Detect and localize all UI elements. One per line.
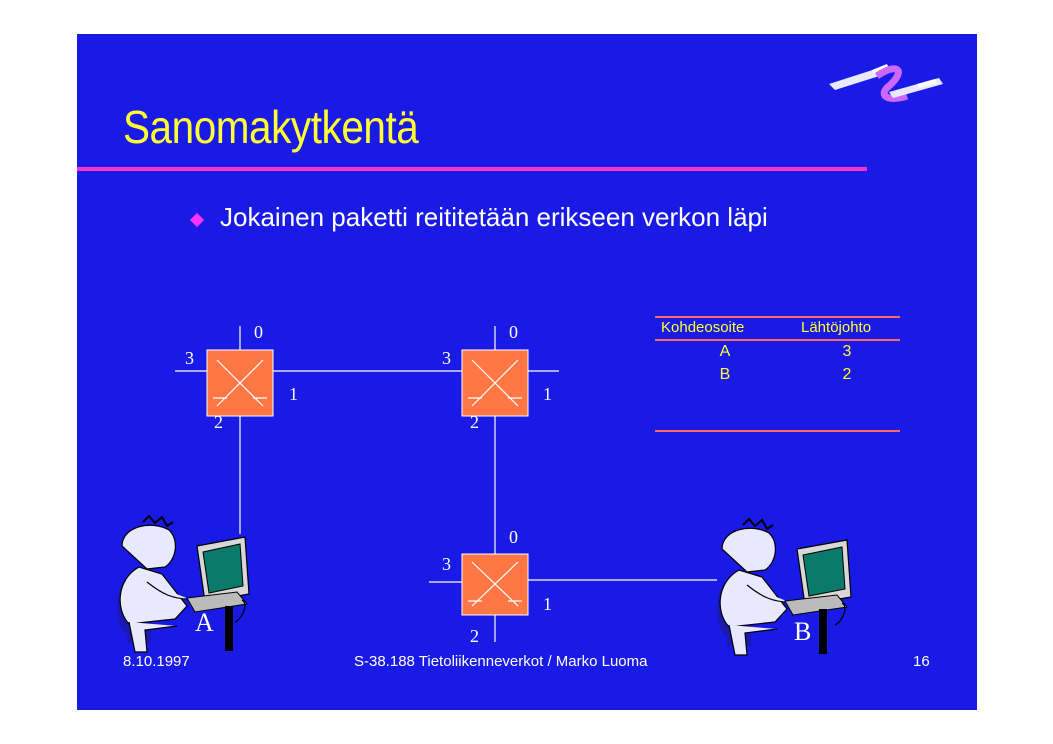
host-label-a: A [195, 608, 214, 637]
footer-page-number: 16 [913, 653, 930, 670]
table-cell: 3 [842, 343, 852, 360]
logo-icon [829, 64, 943, 98]
port-label: 1 [289, 384, 298, 404]
port-label: 0 [509, 322, 518, 342]
bullet-text: Jokainen paketti reititetään erikseen verkon läpi [220, 202, 768, 232]
port-label: 3 [442, 554, 451, 574]
person-at-computer-icon [117, 516, 249, 652]
switch-icon [462, 554, 528, 615]
switch-icon [207, 350, 273, 416]
port-label: 0 [509, 527, 518, 547]
port-label: 2 [470, 412, 479, 432]
table-cell: B [719, 366, 731, 383]
table-cell: 2 [842, 366, 852, 383]
table-header-destination: Kohdeosoite [661, 319, 745, 336]
person-at-computer-icon [717, 519, 851, 655]
host-label-b: B [794, 617, 812, 646]
port-label: 1 [543, 594, 552, 614]
title-divider [77, 167, 867, 171]
table-rule-top [655, 316, 900, 318]
port-label: 2 [214, 412, 223, 432]
port-label: 3 [185, 348, 194, 368]
port-label: 3 [442, 348, 451, 368]
footer-course: S-38.188 Tietoliikenneverkot / Marko Luoma [354, 653, 648, 670]
port-label: 0 [254, 322, 263, 342]
table-header-output-line: Lähtöjohto [801, 319, 872, 336]
footer-date: 8.10.1997 [123, 653, 190, 670]
slide [77, 34, 977, 710]
port-label: 2 [470, 626, 479, 646]
switch-icon [462, 350, 528, 416]
table-rule-header [655, 339, 900, 341]
page-title: Sanomakytkentä [123, 101, 419, 153]
table-rule-bottom [655, 430, 900, 432]
port-label: 1 [543, 384, 552, 404]
table-cell: A [719, 343, 731, 360]
